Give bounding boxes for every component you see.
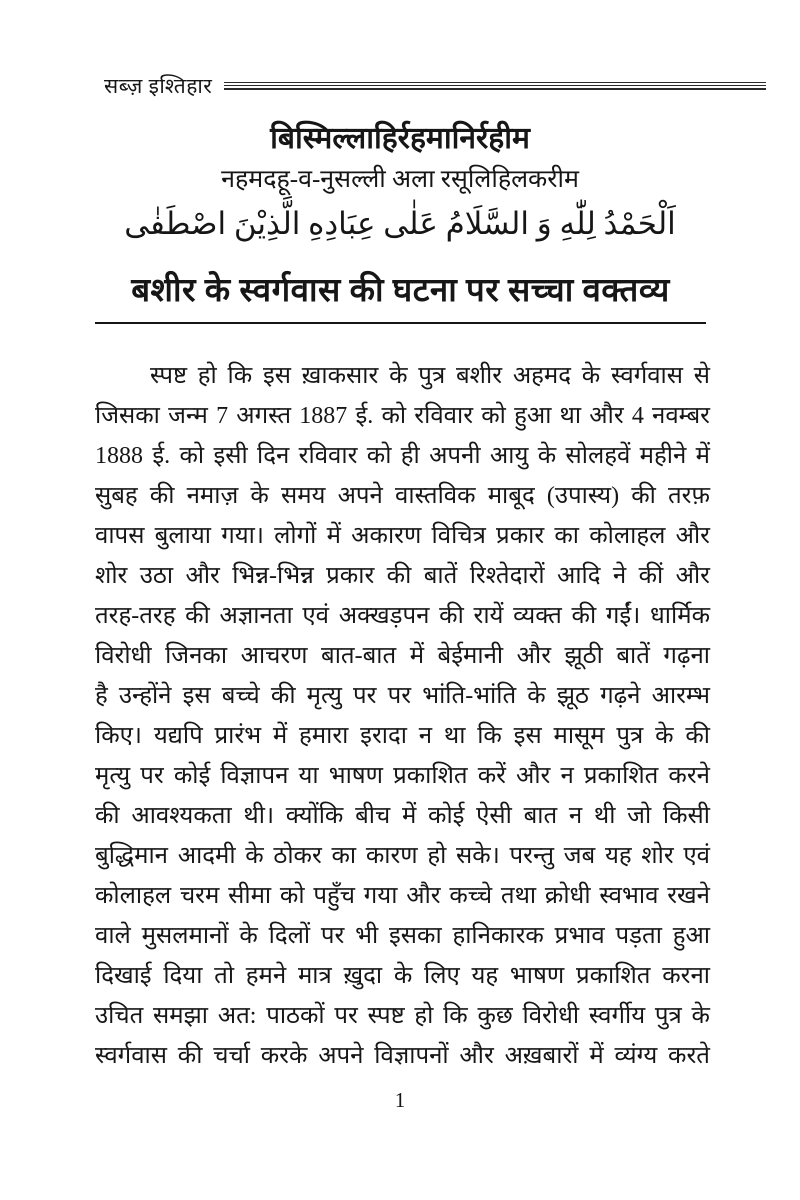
- body-line: वापस बुलाया गया। लोगों में अकारण विचित्र प्रकार का कोलाहल और: [95, 523, 710, 549]
- body-line: दिखाई दिया तो हमने मात्र ख़ुदा के लिए यह भाषण प्रकाशित करना: [95, 963, 710, 989]
- body-line: है उन्होंने इस बच्चे की मृत्यु पर पर भांति-भांति के झूठ गढ़ने आरम्भ: [95, 683, 710, 709]
- body-line: स्वर्गवास की चर्चा करके अपने विज्ञापनों और अख़बारों में व्यंग्य करते: [95, 1043, 710, 1069]
- body-line: शोर उठा और भिन्न-भिन्न प्रकार की बातें रिश्तेदारों आदि ने कीं और: [95, 563, 710, 589]
- running-header: [104, 72, 766, 100]
- chapter-heading-block: [95, 270, 706, 324]
- body-line: 1888 ई. को इसी दिन रविवार को ही अपनी आयु के सोलहवें महीने में: [95, 443, 710, 469]
- body-line: बुद्धिमान आदमी के ठोकर का कारण हो सके। परन्तु जब यह शोर एवं: [95, 843, 710, 869]
- book-title: सब्ज़ इश्तिहार: [104, 74, 213, 98]
- chapter-heading: बशीर के स्वर्गवास की घटना पर सच्चा वक्तव्य: [131, 273, 670, 309]
- page-number: 1: [394, 1088, 406, 1112]
- body-line: तरह-तरह की अज्ञानता एवं अक्खड़पन की रायें व्यक्त की गईं। धार्मिक: [95, 603, 710, 629]
- body-line: उचित समझा अत: पाठकों पर स्पष्ट हो कि कुछ विरोधी स्वर्गीय पुत्र के: [95, 1003, 710, 1029]
- bismillah-line: बिस्मिल्लाहिर्रहमानिर्रहीम: [270, 122, 530, 155]
- body-line: जिसका जन्म 7 अगस्त 1887 ई. को रविवार को हुआ था और 4 नवम्बर: [95, 403, 710, 429]
- body-line: विरोधी जिनका आचरण बात-बात में बेईमानी और झूठी बातें गढ़ना: [95, 643, 710, 669]
- body-line: मृत्यु पर कोई विज्ञापन या भाषण प्रकाशित करें और न प्रकाशित करने: [95, 763, 710, 789]
- tahmid-line: नहमदहू-व-नुसल्ली अला रसूलिहिलकरीम: [221, 166, 579, 193]
- body-line: कोलाहल चरम सीमा को पहुँच गया और कच्चे तथा क्रोधी स्वभाव रखने: [95, 883, 710, 909]
- arabic-invocation-line: اَلْحَمْدُ لِلّٰهِ وَ السَّلَامُ عَلٰى عِبَادِهِ الَّذِيْنَ اصْطَفٰى: [124, 206, 676, 241]
- body-line: वाले मुसलमानों के दिलों पर भी इसका हानिकारक प्रभाव पड़ता हुआ: [95, 923, 710, 949]
- body-line: किए। यद्यपि प्रारंभ में हमारा इरादा न था कि इस मासूम पुत्र के की: [95, 723, 710, 749]
- body-line: सुबह की नमाज़ के समय अपने वास्तविक माबूद (उपास्य) की तरफ़: [95, 483, 710, 509]
- body-line: स्पष्ट हो कि इस ख़ाकसार के पुत्र बशीर अहमद के स्वर्गवास से: [150, 363, 710, 389]
- body-line: की आवश्यकता थी। क्योंकि बीच में कोई ऐसी बात न थी जो किसी: [95, 803, 710, 829]
- body-paragraph: [95, 356, 710, 1076]
- header-rule: [224, 82, 766, 90]
